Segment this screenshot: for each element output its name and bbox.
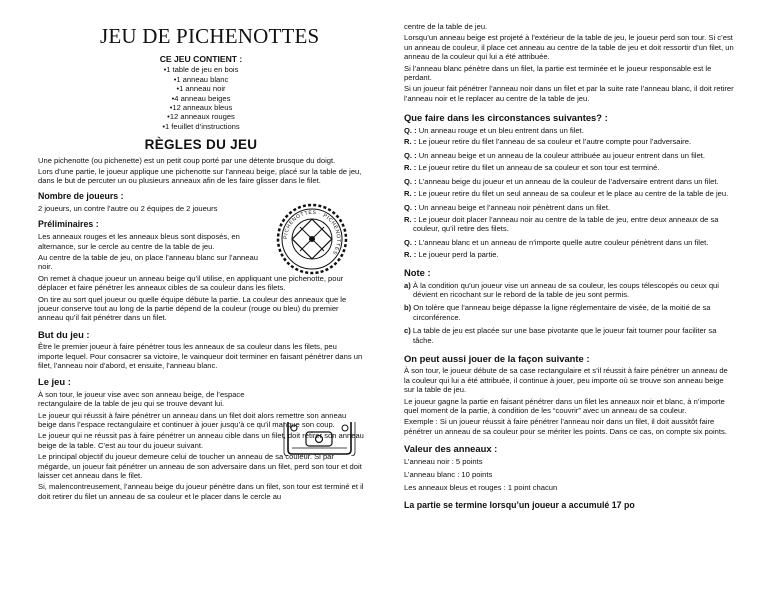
alt-paragraph: Exemple : Si un joueur réussit à faire pénétrer l’anneau noir dans un filet, il doit aussitôt faire pénétrer un anneau de sa couleur pour se mériter les points. Dans ce cas, on compte six points. bbox=[404, 417, 727, 436]
note-item bbox=[404, 303, 734, 322]
alt-heading: On peut aussi jouer de la façon suivante : bbox=[404, 352, 590, 364]
question-text: Un anneau beige et l’anneau noir pénètrent dans un filet. bbox=[418, 203, 611, 213]
intro-paragraph: Une pichenotte (ou pichenette) est un petit coup porté par une détente brusque du doigt. bbox=[38, 155, 336, 165]
contents-item: •1 feuillet d’instructions bbox=[162, 121, 240, 131]
faq-heading: Que faire dans les circonstances suivantes? : bbox=[404, 112, 608, 124]
answer-text: Le joueur retire du filet un seul anneau de sa couleur et le place au centre de la table de jeu. bbox=[418, 188, 729, 198]
answer-text: Le joueur doit placer l’anneau noir au centre de la table de jeu, entre deux anneaux de sa couleur, qu’il retire des filets. bbox=[413, 214, 719, 233]
note-label: b) bbox=[404, 303, 412, 313]
goal-text: Être le premier joueur à faire pénétrer tous les anneaux de sa couleur dans les filets, peu importe lequel. Pour consacrer sa victoire, le vainqueur doit terminer en faisant pénétrer dans un filet, l’anneau noir d’abord, et ensuite, l’anneau blanc. bbox=[38, 342, 363, 370]
answer-label: R. : bbox=[404, 188, 417, 198]
faq-item bbox=[404, 126, 734, 147]
final-line: La partie se termine lorsqu’un joueur a accumulé 17 po bbox=[404, 499, 635, 510]
goal-heading: But du jeu : bbox=[38, 328, 90, 340]
prelim-heading: Préliminaires : bbox=[38, 218, 99, 229]
continued-paragraph: Si un joueur fait pénétrer l’anneau noir dans un filet et par la suite rate l’anneau blanc, il doit retirer l’anneau noir et le replacer au centre de la table de jeu. bbox=[404, 84, 734, 103]
faq-item bbox=[404, 177, 734, 198]
faq-item bbox=[404, 203, 734, 233]
values-heading: Valeur des anneaux : bbox=[404, 443, 498, 455]
contents-item: •1 table de jeu en bois bbox=[163, 65, 239, 75]
intro-paragraph: Lors d’une partie, le joueur applique une pichenotte sur l’anneau beige, placé sur la table de jeu, dans le but de percuter un ou plusieurs anneaux afin de les faire glisser dans le filet. bbox=[38, 167, 362, 186]
contents-item: •1 anneau noir bbox=[176, 84, 226, 94]
question-text: L’anneau blanc et un anneau de n’importe quelle autre couleur pénètrent dans un filet. bbox=[418, 238, 709, 248]
play-paragraph: Le joueur qui ne réussit pas à faire pénétrer un anneau cible dans un filet, doit retirer son anneau beige de la table. C’est au tour du joueur suivant. bbox=[38, 431, 364, 450]
question-label: Q. : bbox=[404, 125, 417, 135]
note-text: On tolère que l’anneau beige dépasse la ligne réglementaire de visée, de la moitié de sa circonférence. bbox=[413, 303, 711, 322]
question-label: Q. : bbox=[404, 203, 417, 213]
note-label: c) bbox=[404, 326, 411, 336]
answer-label: R. : bbox=[404, 214, 417, 224]
note-text: La table de jeu est placée sur une base pivotante que le joueur fait tourner pour faciliter sa tâche. bbox=[412, 326, 717, 345]
play-paragraph: Le joueur qui réussit à faire pénétrer un anneau dans un filet doit alors remettre son anneau beige dans l’espace rectangulaire et continuer à jouer jusqu’à ce qu’il manque son coup. bbox=[38, 410, 347, 429]
contents-heading: CE JEU CONTIENT : bbox=[159, 54, 243, 64]
answer-text: Le joueur retire du filet l’anneau de sa couleur et l’autre compte pour l’adversaire. bbox=[418, 137, 692, 147]
continued-paragraph: Lorsqu’un anneau beige est projeté à l’extérieur de la table de jeu, le joueur perd son tour. Si c’est un anneau de couleur, il place cet anneau au centre de la table de jeu et doit ressortir d’un filet, un anneau de la couleur qui lui a été attribuée. bbox=[404, 33, 734, 62]
contents-item: •12 anneaux rouges bbox=[167, 112, 235, 122]
faq-item bbox=[404, 151, 734, 172]
value-item: L’anneau noir : 5 points bbox=[404, 456, 483, 466]
pichenottes-emblem-icon bbox=[276, 203, 348, 275]
value-item: Les anneaux bleus et rouges : 1 point chacun bbox=[404, 483, 558, 493]
continued-paragraph: Si l’anneau blanc pénètre dans un filet, la partie est terminée et le joueur responsable est le perdant. bbox=[404, 63, 712, 83]
note-item bbox=[404, 281, 734, 300]
answer-text: Le joueur perd la partie. bbox=[418, 249, 499, 259]
answer-text: Le joueur retire du filet un anneau de sa couleur et son tour est terminé. bbox=[418, 162, 660, 172]
question-label: Q. : bbox=[404, 177, 417, 187]
question-text: Un anneau beige et un anneau de la couleur attribuée au joueur entrent dans un filet. bbox=[418, 151, 706, 161]
answer-label: R. : bbox=[404, 162, 417, 172]
prelim-paragraph: On tire au sort quel joueur ou quelle équipe débute la partie. La couleur des anneaux que le joueur conserve tout au long de la partie dépend de la couleur (rouge ou bleu) du premier anneau qu’il fait pénétrer dans un filet. bbox=[38, 294, 347, 323]
question-label: Q. : bbox=[404, 238, 417, 248]
note-text: À la condition qu’un joueur vise un anneau de sa couleur, les coups télescopés ou ceux qui dévient en ricochant sur le rebord de la table de jeu sont permis. bbox=[412, 280, 719, 299]
play-paragraph: Le principal objectif du joueur demeure celui de toucher un anneau de sa couleur. Si par mégarde, un joueur fait pénétrer un anneau de son adversaire dans un filet, perd son tour et doit laisser cet anneau dans le filet. bbox=[38, 452, 362, 481]
play-paragraph: À son tour, le joueur vise avec son anneau beige, de l’espace rectangulaire de la table de jeu qui se trouve devant lui. bbox=[38, 389, 245, 409]
alt-paragraph: Le joueur gagne la partie en faisant pénétrer dans un filet les anneaux noir et blanc, à n’importe quel moment de la partie, à condition de les “couvrir” avec un anneau de sa couleur. bbox=[404, 396, 725, 415]
players-text: 2 joueurs, un contre l’autre ou 2 équipes de 2 joueurs bbox=[38, 204, 218, 214]
value-item: L’anneau blanc : 10 points bbox=[404, 470, 493, 480]
note-label: a) bbox=[404, 280, 411, 290]
prelim-paragraph: Les anneaux rouges et les anneaux bleus sont disposés, en alternance, sur le cercle au centre de la table de jeu. bbox=[38, 232, 240, 251]
contents-item: •4 anneau beiges bbox=[171, 93, 231, 103]
emblem-text: PICHENOTTES · PICHENOTTES bbox=[282, 209, 342, 256]
prelim-paragraph: On remet à chaque joueur un anneau beige qu’il utilise, en appliquant une pichenotte, pour déplacer et faire pénétrer les anneaux cibles de sa couleur dans les filets. bbox=[38, 273, 344, 293]
page-title: JEU DE PICHENOTTES bbox=[100, 24, 320, 48]
answer-label: R. : bbox=[404, 249, 417, 259]
contents-item: •1 anneau blanc bbox=[173, 74, 229, 84]
question-text: Un anneau rouge et un bleu entrent dans un filet. bbox=[418, 125, 584, 135]
players-heading: Nombre de joueurs : bbox=[38, 190, 124, 201]
continued-paragraph: centre de la table de jeu. bbox=[404, 22, 488, 31]
prelim-paragraph: Au centre de la table de jeu, on place l’anneau blanc sur l’anneau noir. bbox=[38, 252, 258, 272]
contents-box bbox=[38, 55, 364, 131]
contents-item: •12 anneaux bleus bbox=[169, 103, 233, 113]
answer-label: R. : bbox=[404, 137, 417, 147]
alt-paragraph: À son tour, le joueur débute de sa case rectangulaire et s’il réussit à faire pénétrer un anneau de la couleur qui lui a été attribuée, il continue à jouer, peu importe où se trouve son anneau beige sur la table de jeu. bbox=[404, 366, 728, 395]
question-text: L’anneau beige du joueur et un anneau de la couleur de l’adversaire entrent dans un filet. bbox=[418, 177, 719, 187]
rules-title: RÈGLES DU JEU bbox=[144, 137, 258, 153]
note-item bbox=[404, 326, 734, 345]
play-heading: Le jeu : bbox=[38, 376, 71, 388]
faq-item bbox=[404, 238, 734, 259]
question-label: Q. : bbox=[404, 151, 417, 161]
values-list bbox=[404, 457, 734, 493]
play-paragraph: Si, malencontreusement, l’anneau beige du joueur pénètre dans un filet, son tour est terminé et il doit retirer du filet un anneau de sa couleur et le placer dans le cercle au bbox=[38, 482, 364, 501]
board-diagram-icon bbox=[282, 420, 357, 456]
right-column bbox=[404, 22, 734, 510]
notes-heading: Note : bbox=[404, 267, 431, 279]
